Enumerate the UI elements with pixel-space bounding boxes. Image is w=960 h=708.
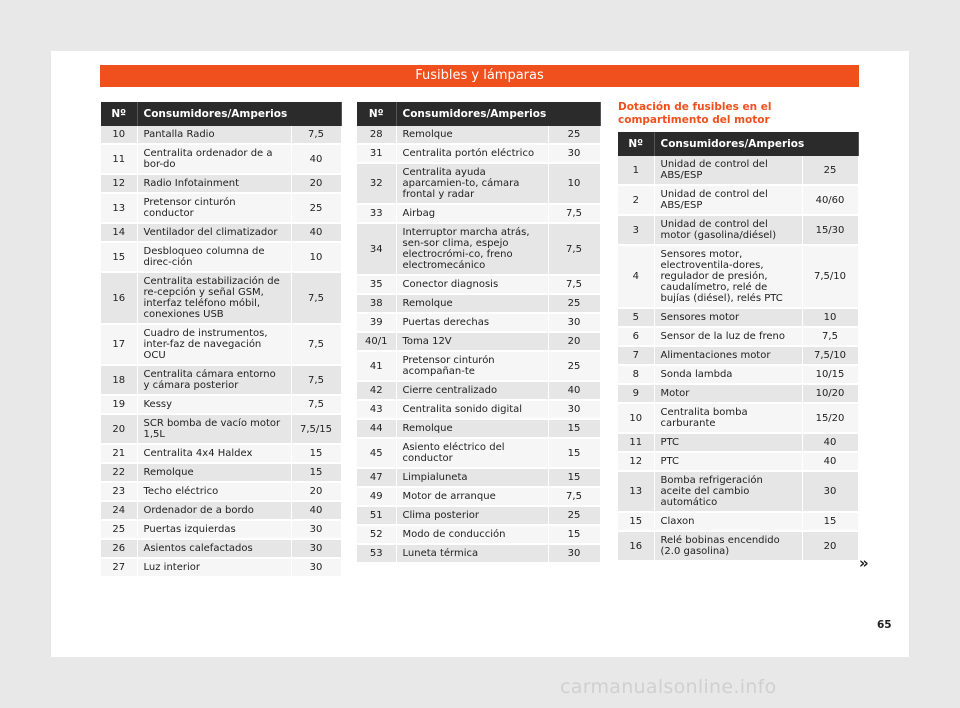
table-row <box>357 163 600 204</box>
table-row <box>357 144 600 163</box>
fuse-amperage: 10 <box>802 308 858 327</box>
fuse-consumer: Remolque <box>396 126 548 144</box>
table-row <box>618 512 858 531</box>
fuse-consumer: Conector diagnosis <box>396 275 548 294</box>
fuse-amperage: 30 <box>548 544 600 563</box>
fuse-number: 5 <box>618 308 654 327</box>
table-row <box>618 384 858 403</box>
table-row <box>101 126 341 144</box>
fuse-consumer: Luneta térmica <box>396 544 548 563</box>
fuse-consumer: Puertas derechas <box>396 313 548 332</box>
fuse-number: 31 <box>357 144 396 163</box>
fuse-amperage: 15/20 <box>802 403 858 433</box>
fuse-consumer: Pretensor cinturón conductor <box>137 193 291 223</box>
table-row <box>101 501 341 520</box>
fuse-consumer: Remolque <box>396 419 548 438</box>
fuse-consumer: Centralita cámara entorno y cámara posterior <box>137 365 291 395</box>
fuse-number: 42 <box>357 381 396 400</box>
fuse-number: 12 <box>618 452 654 471</box>
fuse-consumer: Ventilador del climatizador <box>137 223 291 242</box>
fuse-consumer: Unidad de control del ABS/ESP <box>654 156 802 185</box>
fuse-consumer: Sensores motor <box>654 308 802 327</box>
fuse-amperage: 30 <box>548 400 600 419</box>
fuse-consumer: Kessy <box>137 395 291 414</box>
fuse-amperage: 25 <box>548 351 600 381</box>
fuse-consumer: Toma 12V <box>396 332 548 351</box>
table-row <box>101 223 341 242</box>
fuse-consumer: Pretensor cinturón acompañan-te <box>396 351 548 381</box>
fuse-consumer: Remolque <box>396 294 548 313</box>
fuse-number: 38 <box>357 294 396 313</box>
fuse-consumer: Remolque <box>137 463 291 482</box>
fuse-amperage: 25 <box>548 126 600 144</box>
fuse-amperage: 30 <box>291 539 341 558</box>
column-header-no: Nº <box>357 102 396 126</box>
table-row <box>357 204 600 223</box>
fuse-consumer: Relé bobinas encendido (2.0 gasolina) <box>654 531 802 561</box>
fuse-consumer: Techo eléctrico <box>137 482 291 501</box>
fuse-consumer: Pantalla Radio <box>137 126 291 144</box>
fuse-amperage: 25 <box>802 156 858 185</box>
fuse-number: 13 <box>618 471 654 512</box>
fuse-amperage: 25 <box>548 294 600 313</box>
fuse-amperage: 15 <box>291 444 341 463</box>
table-row <box>101 558 341 577</box>
table-row <box>618 452 858 471</box>
fuse-amperage: 7,5 <box>291 126 341 144</box>
fuse-amperage: 10/20 <box>802 384 858 403</box>
table-row <box>101 242 341 272</box>
fuse-consumer: Luz interior <box>137 558 291 577</box>
table-row <box>357 294 600 313</box>
fuse-amperage: 10/15 <box>802 365 858 384</box>
fuse-consumer: Unidad de control del ABS/ESP <box>654 185 802 215</box>
table-row <box>101 539 341 558</box>
fuse-number: 11 <box>101 144 137 174</box>
fuse-number: 15 <box>101 242 137 272</box>
fuse-number: 34 <box>357 223 396 275</box>
table-row <box>357 468 600 487</box>
fuse-consumer: Cierre centralizado <box>396 381 548 400</box>
fuse-consumer: SCR bomba de vacío motor 1,5L <box>137 414 291 444</box>
fuse-number: 9 <box>618 384 654 403</box>
column-header-no: Nº <box>618 132 654 156</box>
fuse-number: 45 <box>357 438 396 468</box>
fuse-amperage: 30 <box>548 144 600 163</box>
fuse-amperage: 20 <box>291 174 341 193</box>
fuse-consumer: Claxon <box>654 512 802 531</box>
fuse-amperage: 40 <box>802 433 858 452</box>
fuse-amperage: 15 <box>548 525 600 544</box>
table-row <box>101 144 341 174</box>
fuse-consumer: Desbloqueo columna de direc-ción <box>137 242 291 272</box>
fuse-number: 11 <box>618 433 654 452</box>
fuse-amperage: 7,5 <box>291 395 341 414</box>
fuse-number: 24 <box>101 501 137 520</box>
fuse-amperage: 10 <box>291 242 341 272</box>
fuse-number: 16 <box>101 272 137 324</box>
fuse-number: 6 <box>618 327 654 346</box>
table-row <box>618 245 858 308</box>
fuse-number: 47 <box>357 468 396 487</box>
table-row <box>357 381 600 400</box>
fuse-amperage: 7,5 <box>548 223 600 275</box>
fuse-number: 22 <box>101 463 137 482</box>
fuse-number: 33 <box>357 204 396 223</box>
fuse-amperage: 25 <box>291 193 341 223</box>
fuse-consumer: Interruptor marcha atrás, sen-sor clima, espejo electrocrómi-co, freno electromecánico <box>396 223 548 275</box>
fuse-amperage: 15 <box>291 463 341 482</box>
fuse-number: 7 <box>618 346 654 365</box>
fuse-number: 3 <box>618 215 654 245</box>
fuse-amperage: 7,5 <box>548 275 600 294</box>
table-row <box>101 520 341 539</box>
fuse-consumer: PTC <box>654 452 802 471</box>
fuse-consumer: Centralita 4x4 Haldex <box>137 444 291 463</box>
fuse-amperage: 20 <box>548 332 600 351</box>
fuse-number: 28 <box>357 126 396 144</box>
fuse-consumer: Centralita ordenador de a bor-do <box>137 144 291 174</box>
watermark: carmanualsonline.info <box>560 676 777 698</box>
fuse-amperage: 40 <box>291 501 341 520</box>
table-row <box>618 156 858 185</box>
fuse-number: 8 <box>618 365 654 384</box>
fuse-number: 49 <box>357 487 396 506</box>
section-header: Fusibles y lámparas <box>100 65 859 87</box>
table-row <box>618 365 858 384</box>
table-row <box>618 471 858 512</box>
fuse-consumer: Ordenador de a bordo <box>137 501 291 520</box>
fuse-table-1 <box>101 102 342 578</box>
fuse-amperage: 7,5/15 <box>291 414 341 444</box>
table-row <box>618 185 858 215</box>
table-row <box>101 395 341 414</box>
fuse-consumer: Cuadro de instrumentos, inter-faz de navegación OCU <box>137 324 291 365</box>
fuse-amperage: 40 <box>291 144 341 174</box>
table-row <box>618 531 858 561</box>
table-row <box>101 414 341 444</box>
table-row <box>618 433 858 452</box>
engine-fuse-table <box>618 132 859 562</box>
fuse-amperage: 15 <box>802 512 858 531</box>
fuse-number: 2 <box>618 185 654 215</box>
table-row <box>357 313 600 332</box>
column-header-consumers: Consumidores/Amperios <box>137 102 341 126</box>
fuse-number: 21 <box>101 444 137 463</box>
fuse-consumer: Sensores motor, electroventila-dores, regulador de presión, caudalímetro, relé de bujías (diésel), relés PTC <box>654 245 802 308</box>
column-header-consumers: Consumidores/Amperios <box>654 132 858 156</box>
fuse-number: 25 <box>101 520 137 539</box>
fuse-consumer: Airbag <box>396 204 548 223</box>
fuse-amperage: 15/30 <box>802 215 858 245</box>
fuse-amperage: 7,5 <box>802 327 858 346</box>
fuse-number: 4 <box>618 245 654 308</box>
fuse-amperage: 15 <box>548 419 600 438</box>
fuse-consumer: Limpialuneta <box>396 468 548 487</box>
table-row <box>101 482 341 501</box>
fuse-consumer: Centralita bomba carburante <box>654 403 802 433</box>
fuse-amperage: 7,5 <box>291 272 341 324</box>
fuse-amperage: 20 <box>291 482 341 501</box>
fuse-consumer: Motor de arranque <box>396 487 548 506</box>
table-row <box>618 403 858 433</box>
fuse-number: 13 <box>101 193 137 223</box>
fuse-amperage: 7,5 <box>548 204 600 223</box>
fuse-amperage: 30 <box>291 520 341 539</box>
fuse-number: 39 <box>357 313 396 332</box>
fuse-consumer: Bomba refrigeración aceite del cambio automático <box>654 471 802 512</box>
fuse-consumer: Sensor de la luz de freno <box>654 327 802 346</box>
fuse-amperage: 30 <box>802 471 858 512</box>
table-row <box>357 223 600 275</box>
continue-mark: » <box>859 554 869 572</box>
table-row <box>101 272 341 324</box>
fuse-amperage: 15 <box>548 468 600 487</box>
table-row <box>101 174 341 193</box>
fuse-number: 14 <box>101 223 137 242</box>
fuse-amperage: 40 <box>548 381 600 400</box>
fuse-number: 35 <box>357 275 396 294</box>
table-row <box>618 346 858 365</box>
fuse-consumer: Alimentaciones motor <box>654 346 802 365</box>
fuse-consumer: Clima posterior <box>396 506 548 525</box>
fuse-amperage: 20 <box>802 531 858 561</box>
table-row <box>357 506 600 525</box>
fuse-amperage: 7,5 <box>548 487 600 506</box>
fuse-amperage: 7,5/10 <box>802 346 858 365</box>
fuse-number: 27 <box>101 558 137 577</box>
fuse-consumer: Asientos calefactados <box>137 539 291 558</box>
fuse-consumer: Puertas izquierdas <box>137 520 291 539</box>
fuse-number: 52 <box>357 525 396 544</box>
fuse-number: 15 <box>618 512 654 531</box>
table-row <box>357 419 600 438</box>
fuse-consumer: Asiento eléctrico del conductor <box>396 438 548 468</box>
table-row <box>101 193 341 223</box>
fuse-amperage: 7,5 <box>291 365 341 395</box>
table-row <box>357 438 600 468</box>
fuse-number: 53 <box>357 544 396 563</box>
fuse-consumer: Centralita estabilización de re-cepción y señal GSM, interfaz teléfono móbil, conexiones USB <box>137 272 291 324</box>
fuse-amperage: 25 <box>548 506 600 525</box>
table-row <box>357 351 600 381</box>
fuse-number: 17 <box>101 324 137 365</box>
fuse-consumer: Sonda lambda <box>654 365 802 384</box>
table-row <box>357 400 600 419</box>
fuse-amperage: 10 <box>548 163 600 204</box>
table-row <box>618 327 858 346</box>
table-row <box>101 463 341 482</box>
fuse-number: 40/1 <box>357 332 396 351</box>
fuse-consumer: Unidad de control del motor (gasolina/diésel) <box>654 215 802 245</box>
fuse-consumer: PTC <box>654 433 802 452</box>
fuse-number: 1 <box>618 156 654 185</box>
fuse-number: 19 <box>101 395 137 414</box>
fuse-number: 26 <box>101 539 137 558</box>
table-row <box>357 487 600 506</box>
table-row <box>357 332 600 351</box>
fuse-amperage: 40/60 <box>802 185 858 215</box>
fuse-amperage: 7,5/10 <box>802 245 858 308</box>
fuse-consumer: Centralita sonido digital <box>396 400 548 419</box>
fuse-number: 44 <box>357 419 396 438</box>
page-number: 65 <box>877 619 892 631</box>
fuse-number: 51 <box>357 506 396 525</box>
fuse-number: 20 <box>101 414 137 444</box>
engine-fuses-title: Dotación de fusibles en el compartimento del motor <box>618 101 772 126</box>
fuse-amperage: 30 <box>291 558 341 577</box>
fuse-number: 23 <box>101 482 137 501</box>
fuse-number: 16 <box>618 531 654 561</box>
table-row <box>101 324 341 365</box>
fuse-consumer: Modo de conducción <box>396 525 548 544</box>
manual-page <box>51 51 909 657</box>
fuse-number: 10 <box>618 403 654 433</box>
table-row <box>101 365 341 395</box>
table-row <box>101 444 341 463</box>
fuse-consumer: Radio Infotainment <box>137 174 291 193</box>
fuse-amperage: 30 <box>548 313 600 332</box>
table-row <box>618 308 858 327</box>
table-row <box>357 126 600 144</box>
fuse-number: 18 <box>101 365 137 395</box>
table-row <box>618 215 858 245</box>
column-header-consumers: Consumidores/Amperios <box>396 102 600 126</box>
fuse-number: 10 <box>101 126 137 144</box>
fuse-amperage: 15 <box>548 438 600 468</box>
table-row <box>357 275 600 294</box>
table-row <box>357 544 600 563</box>
fuse-number: 43 <box>357 400 396 419</box>
fuse-amperage: 40 <box>802 452 858 471</box>
fuse-number: 12 <box>101 174 137 193</box>
fuse-amperage: 40 <box>291 223 341 242</box>
fuse-consumer: Motor <box>654 384 802 403</box>
fuse-consumer: Centralita portón eléctrico <box>396 144 548 163</box>
column-header-no: Nº <box>101 102 137 126</box>
fuse-number: 32 <box>357 163 396 204</box>
fuse-amperage: 7,5 <box>291 324 341 365</box>
fuse-number: 41 <box>357 351 396 381</box>
table-row <box>357 525 600 544</box>
fuse-consumer: Centralita ayuda aparcamien-to, cámara frontal y radar <box>396 163 548 204</box>
fuse-table-2 <box>357 102 601 564</box>
